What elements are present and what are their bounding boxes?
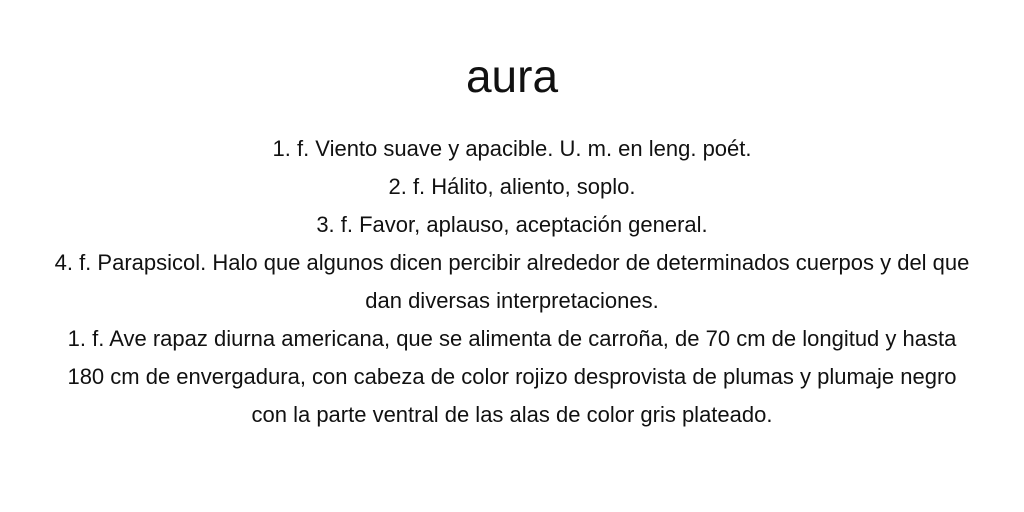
definition-item: 2. f. Hálito, aliento, soplo. xyxy=(388,174,636,199)
definition-item: 1. f. Viento suave y apacible. U. m. en leng. poét. xyxy=(272,136,752,161)
definition-item: 3. f. Favor, aplauso, aceptación general. xyxy=(316,212,708,237)
definition-item: 1. f. Ave rapaz diurna americana, que se alimenta de carroña, de 70 cm de longitud y hasta 180 cm de envergadura, con cabeza de color rojizo desprovista de plumas y plumaje negro con la parte ventral de las alas de color gris plateado. xyxy=(67,326,957,427)
entry-word: aura xyxy=(465,50,559,102)
definition-item: 4. f. Parapsicol. Halo que algunos dicen percibir alrededor de determinados cuerpos y del que dan diversas interpretaciones. xyxy=(54,250,970,313)
definitions-list xyxy=(47,130,977,434)
